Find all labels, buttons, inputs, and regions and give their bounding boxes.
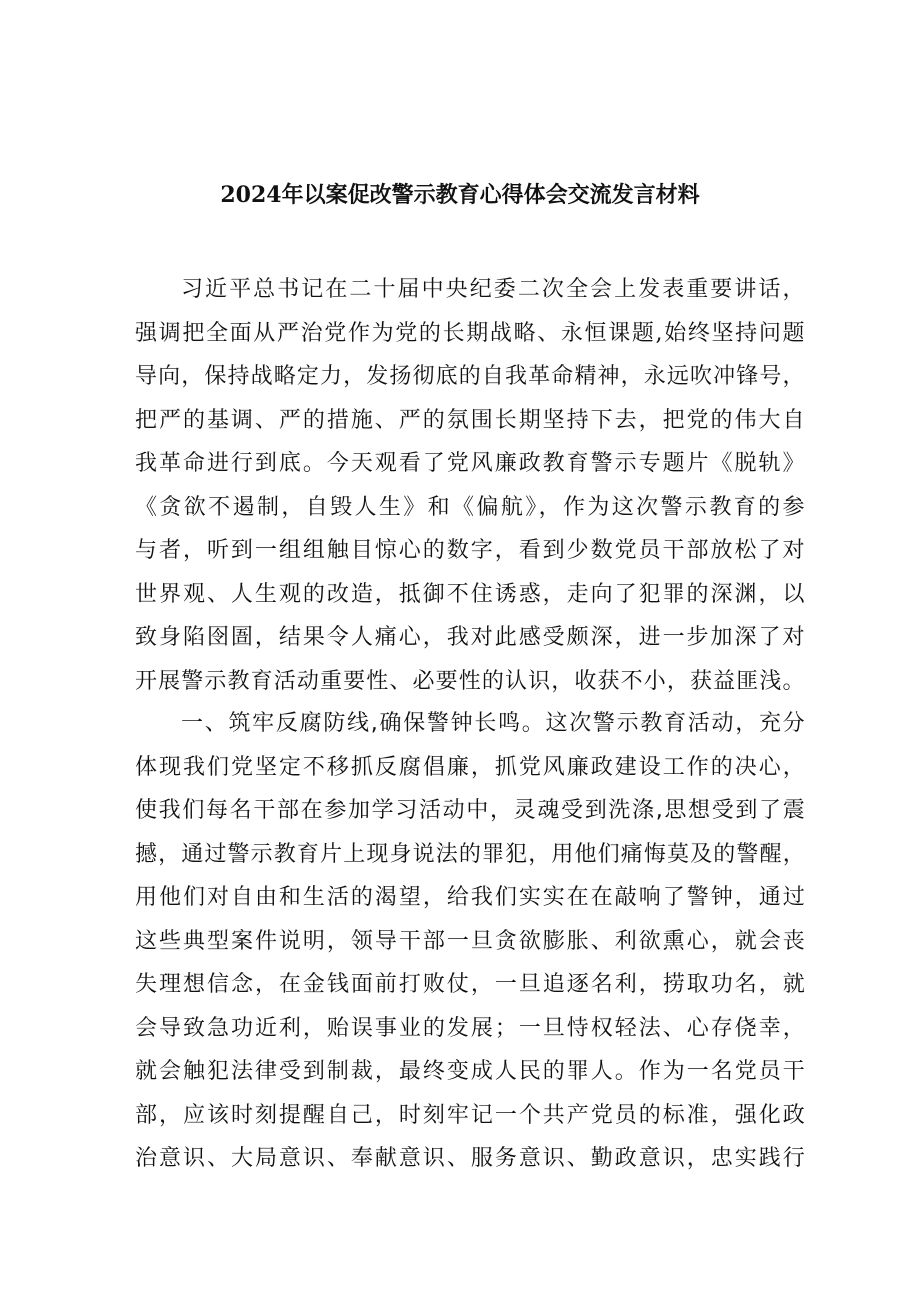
paragraph-line: 把严的基调、严的措施、严的氛围长期坚持下去，把党的伟大自 [135,407,805,433]
paragraph-intro [135,268,805,703]
paragraph-line: 习近平总书记在二十届中央纪委二次全会上发表重要讲话， [181,277,805,302]
paragraph-line: 导向，保持战略定力，发扬彻底的自我革命精神，永远吹冲锋号， [135,364,805,389]
paragraph-line: 体现我们党坚定不移抓反腐倡廉，抓党风廉政建设工作的决心， [135,754,805,780]
paragraph-line: 撼，通过警示教育片上现身说法的罪犯，用他们痛悔莫及的警醒， [135,841,805,867]
paragraph-line: 与者，听到一组组触目惊心的数字，看到少数党员干部放松了对 [135,538,805,563]
paragraph-line: 致身陷囹圄，结果令人痛心，我对此感受颇深，进一步加深了对 [135,625,805,650]
paragraph-line: 我革命进行到底。今天观看了党风廉政教育警示专题片《脱轨》 [135,451,805,476]
paragraph-line: 就会触犯法律受到制裁，最终变成人民的罪人。作为一名党员干 [135,1059,805,1084]
paragraph-section-one [135,702,805,1181]
paragraph-line: 强调把全面从严治党作为党的长期战略、永恒课题,始终坚持问题 [135,320,805,346]
paragraph-line: 使我们每名干部在参加学习活动中，灵魂受到洗涤,思想受到了震 [135,798,805,823]
paragraph-line: 用他们对自由和生活的渴望，给我们实实在在敲响了警钟，通过 [135,885,805,910]
paragraph-line: 《贪欲不遏制，自毁人生》和《偏航》，作为这次警示教育的参 [135,494,805,520]
paragraph-line: 部，应该时刻提醒自己，时刻牢记一个共产党员的标准，强化政 [135,1102,805,1128]
paragraph-line: 失理想信念，在金钱面前打败仗，一旦追逐名利，捞取功名，就 [135,972,805,997]
paragraph-line: 会导致急功近利，贻误事业的发展；一旦恃权轻法、心存侥幸， [135,1015,805,1041]
paragraph-line: 世界观、人生观的改造，抵御不住诱惑，走向了犯罪的深渊，以 [135,581,805,607]
document-title: 2024年以案促改警示教育心得体会交流发言材料 [220,182,700,208]
paragraph-line: 治意识、大局意识、奉献意识、服务意识、勤政意识，忠实践行 [135,1146,805,1171]
paragraph-line: 一、筑牢反腐防线,确保警钟长鸣。这次警示教育活动，充分 [181,711,805,736]
paragraph-line: 开展警示教育活动重要性、必要性的认识，收获不小，获益匪浅。 [135,668,805,694]
paragraph-line: 这些典型案件说明，领导干部一旦贪欲膨胀、利欲熏心，就会丧 [135,928,805,954]
